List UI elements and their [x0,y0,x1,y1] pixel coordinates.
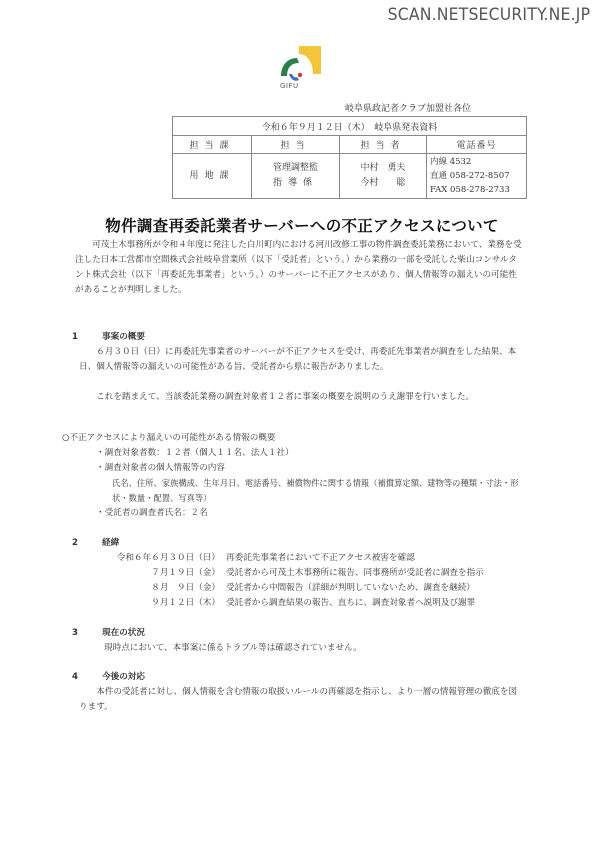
leak-info-item: ・受託者の調査者氏名：２名 [96,508,208,518]
section-number: 3 [72,628,78,638]
document-title: 物件調査再委託業者サーバーへの不正アクセスについて [105,217,499,235]
timeline-date: ８月 ９日（金） [151,583,220,593]
section-1-heading [72,330,145,345]
section-title: 現在の状況 [102,628,145,638]
timeline-date: 令和６年６月３０日（日） [116,553,220,563]
timeline-date: ９月１２日（木） [151,598,220,608]
logo-text: GIFU [280,82,299,90]
release-header: 令和６年９月１２日（木） 岐阜県発表資料 [173,117,527,136]
department-cell: 用地課 [173,154,252,199]
section-number: 2 [72,538,78,548]
timeline-event: 再委託先事業者において不正アクセス被害を確認 [226,553,415,563]
site-watermark: SCAN.NETSECURITY.NE.JP [387,5,590,25]
column-header: 担当者 [340,136,427,154]
section-number: 4 [72,672,78,682]
person: 中村 勇夫 [360,163,406,173]
leak-info-heading: ○不正アクセスにより漏えいの可能性がある情報の概要 [62,433,276,443]
column-header: 担当課 [173,136,252,154]
persons-cell [340,154,427,199]
leak-info-item: ・調査対象者の個人情報等の内容 [96,463,225,473]
phone-direct: 直通 058-272-8507 [430,171,510,181]
timeline-event: 受託者から調査結果の報告、直ちに、調査対象者へ説明及び謝罪 [226,598,476,608]
column-header: 電話番号 [427,136,527,154]
section-4-paragraph: 本件の受託者に対し、個人情報を含む情報の取扱いルールの再確認を指示し、より一層の情報管理の徹底を図ります。 [79,687,518,712]
person: 今村 聡 [360,178,406,188]
addressee: 岐阜県政記者クラブ加盟社各位 [345,104,472,114]
intro-paragraph: 可茂土木事務所が令和４年度に発注した白川町内における河川改修工事の物件調査委託業務において、業務を受注した日本工営都市空間株式会社岐阜営業所（以下「受託者」という。）から業務の一部を受託した柴山コンサルタント株式会社（以下「再委託先事業者」という。）のサーバーに不正アクセスがあり、個人情報等の漏えいの可能性があることが判明しました。 [75,240,522,295]
timeline-event: 受託者から可茂土木事務所に報告、同事務所が受託者に調査を指示 [226,568,484,578]
phone-extension: 内線 4532 [430,157,472,167]
section-4-heading [72,670,145,685]
column-header: 担当 [252,136,340,154]
phone-fax: FAX 058-278-2733 [430,185,510,195]
section-3-heading [72,626,145,641]
timeline-event: 受託者から中間報告（詳細が判明していないため、調査を継続） [226,583,475,593]
section-3-paragraph: 現時点において、本事案に係るトラブル等は確認されていません。 [104,643,362,653]
section-title: 経緯 [102,538,120,548]
section-1-paragraph: これを踏まえて、当該委託業務の調査対象者１２者に事案の概要を説明のうえ謝罪を行いました。 [96,392,475,402]
section-2-heading [72,536,119,551]
section-1-paragraph: ６月３０日（日）に再委託先事業者のサーバーが不正アクセスを受け、再委託先事業者が調査をした結果、本日、個人情報等の漏えいの可能性がある旨、受託者から県に報告がありました。 [79,347,517,372]
leak-info-detail: 氏名、住所、家族構成、生年月日、電話番号、補償物件に関する情報（補償算定額、建物等の種類・寸法・形状・数量・配置、写真等） [112,478,519,503]
role: 指導係 [272,178,318,188]
phones-cell [427,154,527,199]
section-number: 1 [72,332,78,342]
section-title: 事案の概要 [102,332,145,342]
role: 管理調整監 [272,163,318,173]
contact-table [172,116,527,199]
section-title: 今後の対応 [102,672,145,682]
leak-info-item: ・調査対象者数：１２者（個人１１名、法人１社） [96,448,294,458]
timeline-date: ７月１９日（金） [151,568,220,578]
roles-cell [252,154,340,199]
